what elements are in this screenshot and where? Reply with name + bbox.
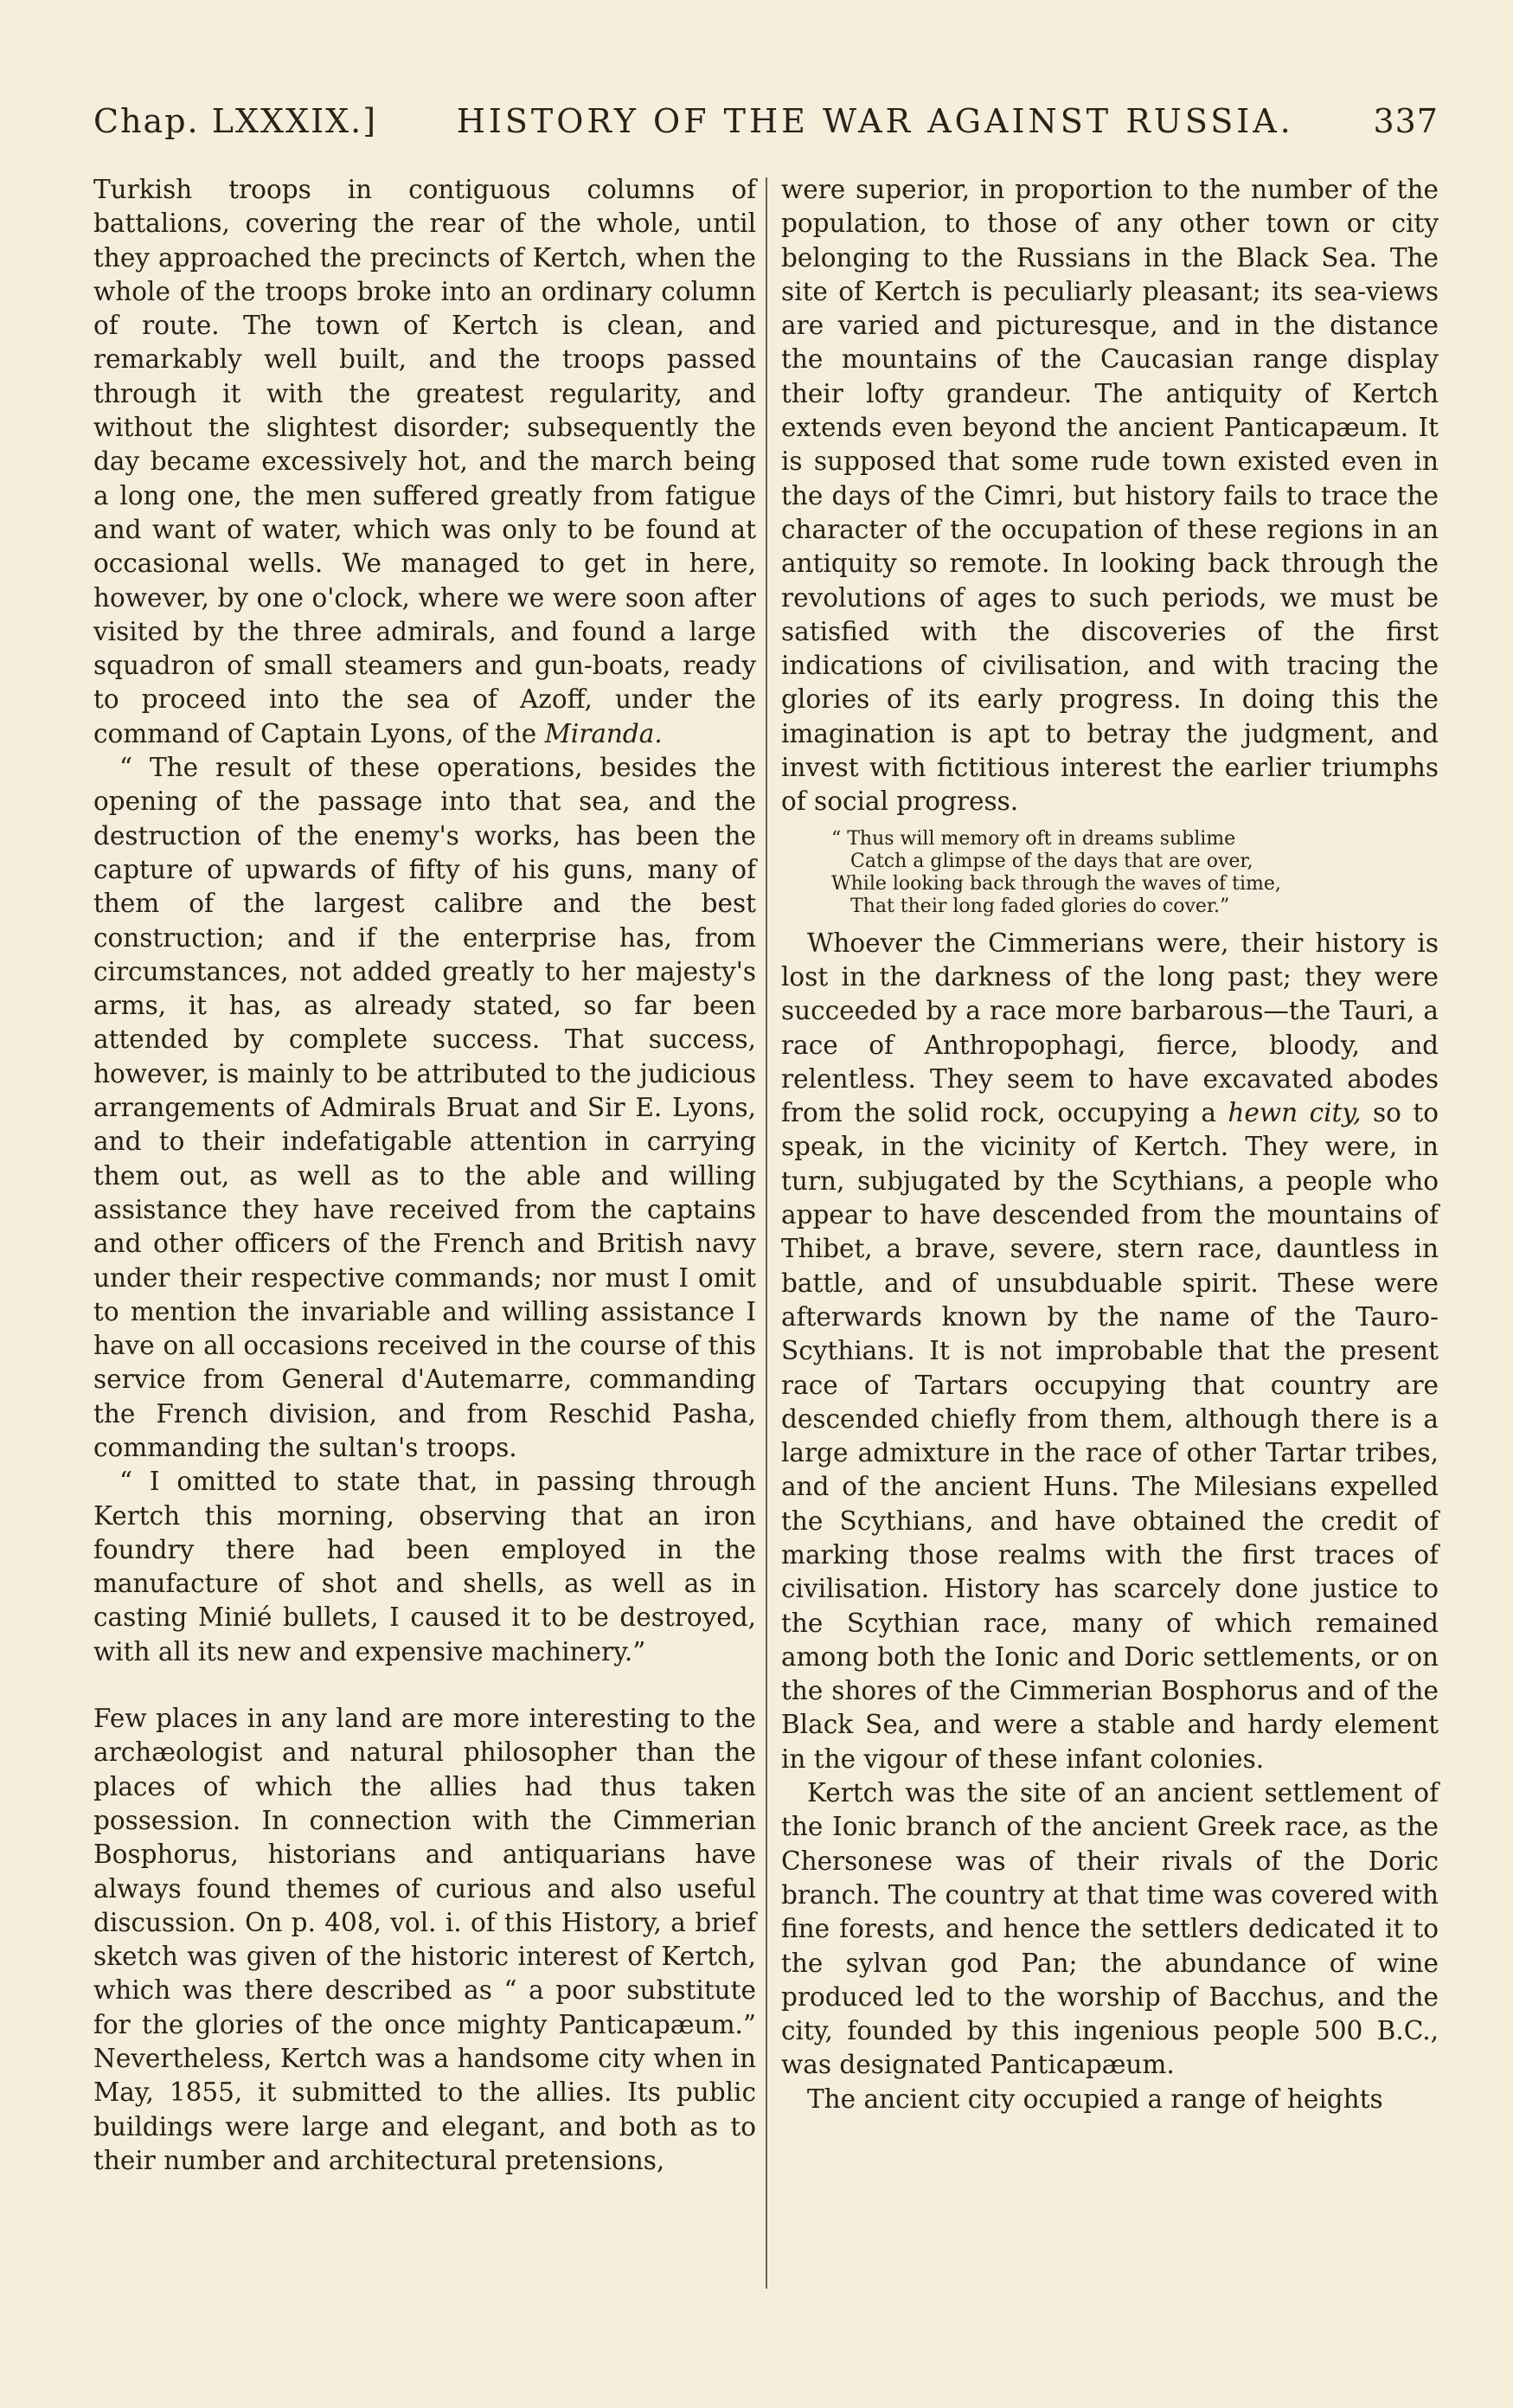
paragraph-text: Turkish troops in contiguous columns of battalions, covering the rear of the whole, until they approached the precincts of Kertch, when the whole of the troops broke into an ordinary column of route. The town of Kertch is clean, and remarkably well built, and the troops passed through it with the greatest regularity, and without the slightest disorder; subsequently the day became excessively hot, and the march being a long one, the men suffered greatly from fatigue and want of water, which was only to be found at occasional wells. We managed to get in here, however, by one o'clock, where we were soon after visited by the three admirals, and found a large squadron of small steamers and gun-boats, ready to proceed into the sea of Azoff, under the command of Captain Lyons, of the [93, 175, 756, 748]
paragraph: The ancient city occupied a range of heights [807, 2084, 1383, 2114]
emphasis: hewn city, [1228, 1098, 1362, 1128]
running-header [93, 102, 1439, 140]
chapter-label: Chap. LXXXIX.] [93, 102, 378, 140]
verse-quote [781, 828, 1439, 918]
paragraph: Kertch was the site of an ancient settlement of the Ionic branch of the ancient Greek race, as the Chersonese was of their rivals of the Doric branch. The country at that time was covered with fine forests, and hence the settlers dedicated it to the sylvan god Pan; the abundance of wine produced led to the worship of Bacchus, and the city, founded by this ingenious people 500 B.C., was designated Panticapæum. [781, 1778, 1439, 2080]
paragraph-text: Whoever the Cimmerians were, their history is lost in the darkness of the long past; they were succeeded by a race more barbarous—the Tauri, a race of Anthropophagi, fierce, bloody, and relentless. They seem to have excavated abodes from the solid rock, occupying a [781, 928, 1439, 1128]
paragraph: “ I omitted to state that, in passing through Kertch this morning, observing that an iron foundry there had been employed in the manufacture of shot and shells, as well as in casting Minié bullets, I caused it to be destroyed, with all its new and expensive machinery.” [93, 1467, 756, 1666]
column-divider [766, 177, 767, 2289]
paragraph: were superior, in proportion to the number of the population, to those of any other town or city belonging to the Russians in the Black Sea. The site of Kertch is peculiarly pleasant; its sea-views are varied and picturesque, and in the distance the mountains of the Caucasian range display their lofty grandeur. The antiquity of Kertch extends even beyond the ancient Panticapæum. It is supposed that some rude town existed even in the days of the Cimri, but history fails to trace the character of the occupation of these regions in an antiquity so remote. In looking back through the revolutions of ages to such periods, we must be satisfied with the discoveries of the first indications of civilisation, and with tracing the glories of its early progress. In doing this the imagination is apt to betray the judgment, and invest with fictitious interest the earlier triumphs of social progress. [781, 175, 1439, 817]
paragraph [781, 927, 1439, 1776]
paragraph [93, 173, 756, 751]
paragraph-text: so to speak, in the vicinity of Kertch. They were, in turn, subjugated by the Scythians, a people who appear to have descended from the mountains of Thibet, a brave, severe, stern race, dauntless in battle, and of unsubduable spirit. These were afterwards known by the name of the Tauro-Scythians. It is not improbable that the present race of Tartars occupying that country are descended chiefly from them, although there is a large admixture in the race of other Tartar tribes, and of the ancient Huns. The Milesians expelled the Scythians, and have obtained the credit of marking those realms with the first traces of civilisation. History has scarcely done justice to the Scythian race, many of which remained among both the Ionic and Doric settlements, or on the shores of the Cimmerian Bosphorus and of the Black Sea, and were a stable and hardy element in the vigour of these infant colonies. [781, 1098, 1439, 1774]
page-number: 337 [1373, 102, 1439, 140]
verse-line: That their long faded glories do cover.” [850, 895, 1230, 917]
paragraph: “ The result of these operations, besides the opening of the passage into that sea, and the destruction of the enemy's works, has been the capture of upwards of fifty of his guns, many of them of the largest calibre and the best construction; and if the enterprise has, from circumstances, not added greatly to her majesty's arms, it has, as already stated, so far been attended by complete success. That success, however, is mainly to be attributed to the judicious arrangements of Admirals Bruat and Sir E. Lyons, and to their indefatigable attention in carrying them out, as well as to the able and willing assistance they have received from the captains and other officers of the French and British navy under their respective commands; nor must I omit to mention the invariable and willing assistance I have on all occasions received in the course of this service from General d'Autemarre, commanding the French division, and from Reschid Pasha, commanding the sultan's troops. [93, 753, 756, 1462]
ship-name: Miranda. [544, 718, 663, 748]
verse-line: “ Thus will memory oft in dreams sublime [831, 827, 1236, 850]
left-column [93, 173, 756, 2178]
right-column [781, 173, 1439, 2116]
paragraph: Few places in any land are more interesting to the archæologist and natural philosopher than the places of which the allies had thus taken possession. In connection with the Cimmerian Bosphorus, historians and antiquarians have always found themes of curious and also useful discussion. On p. 408, vol. i. of this History, a brief sketch was given of the historic interest of Kertch, which was there described as “ a poor substitute for the glories of the once mighty Panticapæum.” Nevertheless, Kertch was a handsome city when in May, 1855, it submitted to the allies. Its public buildings were large and elegant, and both as to their number and architectural pretensions, [93, 1704, 756, 2175]
verse-line: While looking back through the waves of time, [831, 872, 1281, 895]
running-title: HISTORY OF THE WAR AGAINST RUSSIA. [456, 102, 1294, 140]
verse-line: Catch a glimpse of the days that are over, [850, 850, 1253, 872]
